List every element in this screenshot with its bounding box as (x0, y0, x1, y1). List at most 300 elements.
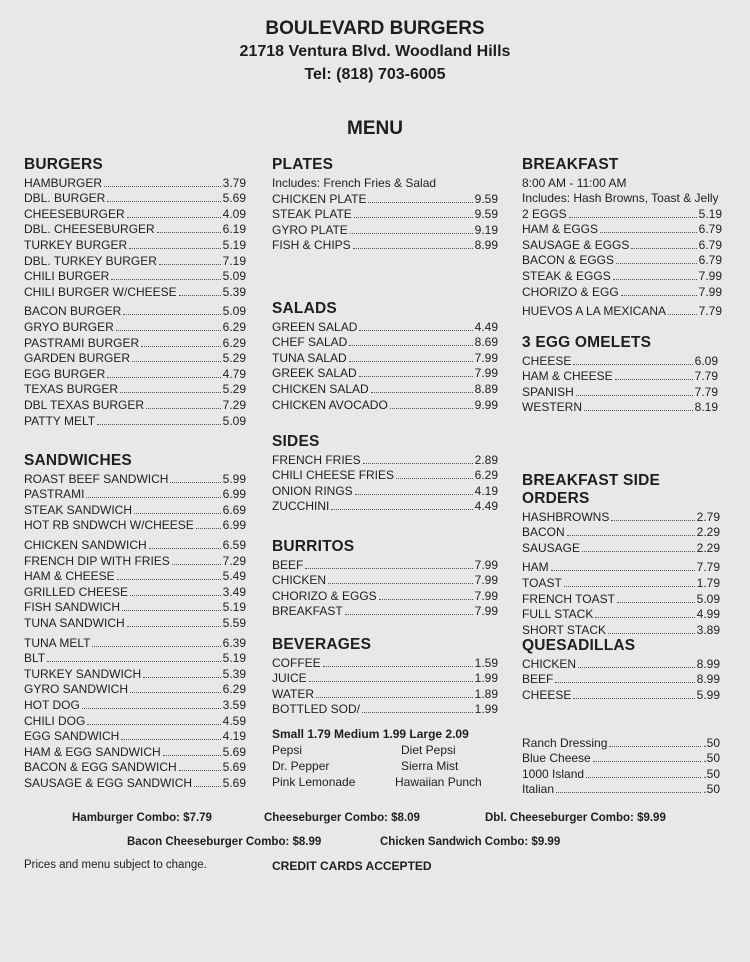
menu-item (522, 352, 718, 368)
breakfast-note: Includes: Hash Browns, Toast & Jelly (522, 191, 719, 205)
dot-leader (564, 586, 695, 587)
omelets-list (522, 352, 718, 414)
menu-item (522, 383, 718, 399)
menu-item (522, 686, 720, 702)
menu-item-name: BOTTLED SOD/ (272, 702, 361, 717)
menu-item-name: GRYO BURGER (24, 319, 114, 334)
menu-item-price: 5.49 (222, 569, 246, 584)
menu-item-price: 6.59 (222, 537, 246, 552)
dot-leader (615, 379, 693, 380)
dot-leader (576, 395, 693, 396)
menu-item (24, 728, 246, 744)
menu-item-price: 1.59 (474, 655, 498, 670)
menu-item-price: 8.99 (474, 238, 498, 253)
menu-title: MENU (347, 118, 403, 139)
menu-item (24, 583, 246, 599)
dot-leader (582, 551, 695, 552)
menu-item (24, 174, 246, 190)
menu-item-name: TOAST (522, 575, 562, 590)
menu-item-name: 2 EGGS (522, 206, 567, 221)
menu-item-price: 7.29 (222, 553, 246, 568)
sandwiches-list (24, 470, 246, 790)
quesadillas-section (522, 637, 720, 702)
sides-list (272, 451, 498, 513)
menu-item (24, 236, 246, 252)
menu-item-price: 4.49 (474, 319, 498, 334)
menu-item-price: 5.69 (222, 775, 246, 790)
menu-item (522, 205, 722, 221)
menu-item (272, 670, 498, 686)
menu-item-name: CHEESE (522, 353, 572, 368)
menu-item-price: 5.39 (222, 284, 246, 299)
dot-leader (350, 233, 473, 234)
breakfast-section (522, 156, 722, 318)
menu-item-name: GYRO PLATE (272, 222, 348, 237)
menu-item-price: 9.19 (474, 222, 498, 237)
beverages-section (272, 636, 498, 790)
plates-list (272, 190, 498, 252)
menu-item (522, 781, 720, 797)
dot-leader (584, 410, 693, 411)
menu-item (24, 743, 246, 759)
menu-item (24, 501, 246, 517)
menu-item-name: EGG SANDWICH (24, 729, 120, 744)
menu-item-price: 6.29 (222, 335, 246, 350)
menu-item-name: HAM & CHEESE (24, 569, 115, 584)
dressings-section (522, 734, 720, 796)
menu-item (272, 396, 498, 412)
menu-item-name: TUNA SANDWICH (24, 615, 125, 630)
dot-leader (309, 681, 473, 682)
menu-item-name: CHICKEN SANDWICH (24, 537, 147, 552)
menu-item-name: ROAST BEEF SANDWICH (24, 471, 169, 486)
menu-item-price: 5.29 (222, 382, 246, 397)
menu-item-name: DBL. BURGER (24, 191, 106, 206)
menu-item-name: SAUSAGE & EGGS (522, 237, 630, 252)
menu-item-price: 5.09 (222, 269, 246, 284)
menu-item (24, 681, 246, 697)
menu-item-price: 3.79 (222, 175, 246, 190)
menu-item-price: .50 (703, 782, 720, 797)
salads-list (272, 318, 498, 412)
menu-item-price: 5.09 (222, 413, 246, 428)
dot-leader (163, 755, 221, 756)
menu-item-price: 5.99 (222, 471, 246, 486)
dot-leader (616, 263, 697, 264)
menu-item-price: .50 (703, 751, 720, 766)
dot-leader (87, 724, 220, 725)
menu-item-name: GREEK SALAD (272, 366, 357, 381)
menu-item-name: CHICKEN AVOCADO (272, 397, 388, 412)
dot-leader (359, 330, 472, 331)
menu-item-name: PATTY MELT (24, 413, 96, 428)
dot-leader (608, 633, 695, 634)
menu-item-name: Blue Cheese (522, 751, 591, 766)
menu-item (24, 774, 246, 790)
menu-item-price: 6.79 (698, 237, 722, 252)
menu-item-price: 6.29 (474, 468, 498, 483)
menu-item-name: BACON & EGG SANDWICH (24, 760, 177, 775)
dot-leader (621, 295, 697, 296)
menu-item (24, 696, 246, 712)
salads-section (272, 300, 498, 412)
menu-item-price: 7.99 (474, 557, 498, 572)
menu-item (272, 587, 498, 603)
burgers-section (24, 156, 246, 428)
dot-leader (47, 661, 221, 662)
menu-item-name: DBL TEXAS BURGER (24, 397, 145, 412)
menu-item (24, 650, 246, 666)
menu-item (24, 283, 246, 299)
menu-item (522, 574, 720, 590)
dot-leader (609, 746, 701, 747)
menu-item (272, 467, 498, 483)
menu-item (24, 303, 246, 319)
menu-item (272, 349, 498, 365)
menu-item (24, 470, 246, 486)
menu-item-price: 5.59 (222, 615, 246, 630)
menu-item (24, 712, 246, 728)
beverages-title: BEVERAGES (272, 636, 372, 653)
menu-item-name: CHICKEN PLATE (272, 191, 367, 206)
omelets-section (522, 334, 718, 414)
menu-item-price: 7.99 (698, 284, 722, 299)
menu-item (272, 685, 498, 701)
dot-leader (371, 392, 473, 393)
menu-item (24, 252, 246, 268)
sandwiches-section (24, 452, 246, 790)
menu-item-price: .50 (703, 735, 720, 750)
menu-item-price: 5.09 (696, 591, 720, 606)
menu-item-name: CHICKEN SALAD (272, 381, 369, 396)
menu-item-name: HASHBROWNS (522, 509, 610, 524)
breakfast-title: BREAKFAST (522, 156, 619, 173)
dot-leader (159, 264, 221, 265)
dot-leader (569, 217, 697, 218)
menu-item-price: 6.99 (222, 487, 246, 502)
dot-leader (132, 361, 221, 362)
menu-item (24, 412, 246, 428)
dot-leader (305, 568, 472, 569)
dot-leader (127, 217, 221, 218)
menu-item (272, 572, 498, 588)
menu-item-name: PASTRAMI (24, 487, 85, 502)
dot-leader (362, 712, 473, 713)
menu-item-price: 2.79 (696, 509, 720, 524)
menu-item (522, 524, 720, 540)
combo-cheeseburger: Cheeseburger Combo: $8.09 (264, 812, 420, 824)
menu-item-name: HAM & EGGS (522, 222, 599, 237)
omelets-title: 3 EGG OMELETS (522, 334, 652, 351)
soda-item: Hawaiian Punch (395, 775, 482, 790)
menu-item-price: 9.99 (474, 397, 498, 412)
restaurant-address: 21718 Ventura Blvd. Woodland Hills (239, 43, 511, 60)
menu-item (24, 334, 246, 350)
menu-item (24, 365, 246, 381)
menu-item-name: CHORIZO & EGG (522, 284, 619, 299)
dot-leader (172, 564, 221, 565)
menu-item-name: FRENCH DIP WITH FRIES (24, 553, 170, 568)
menu-item (272, 603, 498, 619)
menu-item (24, 634, 246, 650)
combo-bacon-cheeseburger: Bacon Cheeseburger Combo: $8.99 (127, 836, 322, 848)
menu-item-price: 5.69 (222, 191, 246, 206)
menu-item (272, 556, 498, 572)
dot-leader (328, 583, 473, 584)
dot-leader (141, 346, 221, 347)
soda-list (272, 743, 498, 790)
menu-item-name: GYRO SANDWICH (24, 682, 129, 697)
menu-item-price: 5.69 (222, 744, 246, 759)
menu-item-price: 5.19 (222, 237, 246, 252)
menu-item (24, 268, 246, 284)
dot-leader (390, 408, 473, 409)
dot-leader (354, 217, 473, 218)
menu-item (24, 221, 246, 237)
dot-leader (111, 279, 220, 280)
dot-leader (611, 520, 694, 521)
dressings-list (522, 734, 720, 796)
dot-leader (355, 494, 473, 495)
menu-item-name: BREAKFAST (272, 604, 343, 619)
dot-leader (368, 202, 472, 203)
menu-item-name: SAUSAGE & EGG SANDWICH (24, 775, 193, 790)
menu-item-price: 3.49 (222, 584, 246, 599)
plates-section (272, 156, 498, 252)
dot-leader (556, 792, 701, 793)
restaurant-name: BOULEVARD BURGERS (265, 18, 485, 39)
dot-leader (345, 614, 473, 615)
combo-hamburger: Hamburger Combo: $7.79 (72, 812, 212, 824)
menu-item-price: 9.59 (474, 207, 498, 222)
menu-item-price: 5.99 (696, 687, 720, 702)
menu-item (272, 654, 498, 670)
breakfast-hours: 8:00 AM - 11:00 AM (522, 176, 627, 190)
menu-item-price: 4.49 (474, 499, 498, 514)
sides-title: SIDES (272, 433, 320, 450)
menu-item-name: BEEF (522, 672, 554, 687)
menu-item-price: 7.99 (474, 366, 498, 381)
dot-leader (130, 692, 221, 693)
menu-item-price: 4.99 (696, 607, 720, 622)
dot-leader (120, 392, 221, 393)
menu-item-name: WATER (272, 686, 314, 701)
combo-dbl-cheeseburger: Dbl. Cheeseburger Combo: $9.99 (485, 812, 666, 824)
dot-leader (359, 376, 473, 377)
menu-item-name: DBL. CHEESEBURGER (24, 222, 155, 237)
menu-item-name: BEEF (272, 557, 304, 572)
menu-item (24, 318, 246, 334)
menu-item (24, 350, 246, 366)
menu-item (24, 568, 246, 584)
breakfast-sides-section (522, 472, 720, 637)
menu-item-price: 5.09 (222, 304, 246, 319)
menu-item-name: FRENCH FRIES (272, 452, 361, 467)
menu-item-price: 6.69 (222, 502, 246, 517)
menu-item (522, 508, 720, 524)
plates-note: Includes: French Fries & Salad (272, 176, 437, 190)
menu-item-price: 5.29 (222, 351, 246, 366)
menu-item-price: 5.19 (222, 651, 246, 666)
burritos-list (272, 556, 498, 618)
menu-item-price: 7.99 (474, 350, 498, 365)
menu-item (522, 559, 720, 575)
menu-item-price: 2.89 (474, 452, 498, 467)
menu-item-name: CHILI CHEESE FRIES (272, 468, 395, 483)
menu-item-price: 4.19 (474, 483, 498, 498)
menu-item-name: Ranch Dressing (522, 735, 608, 750)
dot-leader (631, 248, 696, 249)
menu-item-price: 4.59 (222, 713, 246, 728)
menu-item (272, 365, 498, 381)
menu-item (522, 267, 722, 283)
menu-item-price: 5.19 (698, 206, 722, 221)
menu-item (522, 765, 720, 781)
menu-item (522, 236, 722, 252)
menu-item (522, 399, 718, 415)
soda-item: Pepsi (272, 743, 303, 758)
dot-leader (349, 361, 473, 362)
menu-item (24, 614, 246, 630)
menu-item-price: 7.79 (696, 560, 720, 575)
menu-item-price: 4.19 (222, 729, 246, 744)
menu-item-name: GARDEN BURGER (24, 351, 131, 366)
menu-item-price: 9.59 (474, 191, 498, 206)
dot-leader (143, 677, 221, 678)
combo-chicken-sandwich: Chicken Sandwich Combo: $9.99 (380, 836, 561, 848)
menu-item-price: 7.99 (474, 588, 498, 603)
dot-leader (323, 666, 473, 667)
menu-item-name: HAM & CHEESE (522, 369, 613, 384)
dot-leader (668, 314, 697, 315)
menu-item-price: 4.79 (222, 366, 246, 381)
breakfast-sides-title: BREAKFAST SIDE ORDERS (522, 472, 661, 507)
menu-item-price: 8.99 (696, 672, 720, 687)
menu-item-price: 1.99 (474, 702, 498, 717)
menu-item-price: 3.59 (222, 697, 246, 712)
menu-item (24, 517, 246, 533)
menu-item (272, 190, 498, 206)
menu-item-name: FULL STACK (522, 607, 594, 622)
menu-item-name: WESTERN (522, 400, 582, 415)
menu-item-name: HAM (522, 560, 549, 575)
burritos-title: BURRITOS (272, 538, 355, 555)
dot-leader (363, 463, 473, 464)
dot-leader (194, 786, 221, 787)
dot-leader (573, 698, 694, 699)
dot-leader (595, 617, 694, 618)
dot-leader (92, 646, 220, 647)
burgers-list (24, 174, 246, 428)
menu-item (24, 536, 246, 552)
menu-item (272, 482, 498, 498)
menu-item (522, 671, 720, 687)
menu-item-name: CHEESEBURGER (24, 206, 125, 221)
menu-item-price: 6.19 (222, 222, 246, 237)
menu-item-name: COFFEE (272, 655, 321, 670)
menu-item-name: SHORT STACK (522, 622, 607, 637)
menu-item-name: TURKEY BURGER (24, 237, 128, 252)
menu-item (522, 252, 722, 268)
dot-leader (613, 279, 697, 280)
menu-item-name: TEXAS BURGER (24, 382, 119, 397)
menu-item (24, 205, 246, 221)
menu-item-name: BACON (522, 525, 565, 540)
menu-item-name: CHEESE (522, 687, 572, 702)
menu-item-name: TURKEY SANDWICH (24, 666, 142, 681)
soda-item: Dr. Pepper (272, 759, 330, 774)
menu-item (272, 334, 498, 350)
menu-item-price: 8.99 (696, 656, 720, 671)
dot-leader (107, 201, 220, 202)
menu-item-price: 8.19 (694, 400, 718, 415)
menu-item (24, 486, 246, 502)
menu-item-name: GRILLED CHEESE (24, 584, 129, 599)
menu-item-name: ONION RINGS (272, 483, 353, 498)
menu-item (522, 368, 718, 384)
dot-leader (600, 232, 697, 233)
dot-leader (586, 777, 701, 778)
menu-item-name: CHICKEN (522, 656, 577, 671)
dot-leader (617, 602, 695, 603)
plates-title: PLATES (272, 156, 334, 173)
menu-item (24, 381, 246, 397)
credit-cards-accepted: CREDIT CARDS ACCEPTED (272, 859, 432, 873)
dot-leader (116, 330, 221, 331)
menu-item-name: CHICKEN (272, 573, 327, 588)
dot-leader (396, 478, 473, 479)
breakfast-list (522, 205, 722, 318)
menu-item-price: 7.99 (698, 268, 722, 283)
menu-item (272, 498, 498, 514)
dot-leader (179, 770, 221, 771)
menu-item-name: JUICE (272, 671, 307, 686)
dot-leader (551, 570, 695, 571)
menu-item-price: 6.99 (222, 518, 246, 533)
menu-item-name: HOT DOG (24, 697, 80, 712)
menu-item-price: 6.79 (698, 253, 722, 268)
menu-item (24, 599, 246, 615)
menu-item-price: 7.99 (474, 573, 498, 588)
menu-item (24, 665, 246, 681)
menu-item-price: 5.39 (222, 666, 246, 681)
menu-item-price: 6.29 (222, 682, 246, 697)
menu-item (272, 701, 498, 717)
menu-item-price: 7.79 (698, 304, 722, 319)
menu-item-price: 6.79 (698, 222, 722, 237)
burgers-title: BURGERS (24, 156, 103, 173)
menu-item-name: SPANISH (522, 384, 574, 399)
dot-leader (578, 667, 695, 668)
dot-leader (122, 610, 221, 611)
menu-item (522, 221, 722, 237)
dot-leader (331, 509, 472, 510)
menu-item-price: 7.79 (694, 369, 718, 384)
menu-item-name: HAMBURGER (24, 175, 103, 190)
salads-title: SALADS (272, 300, 337, 317)
menu-item-price: 1.79 (696, 575, 720, 590)
soda-item: Sierra Mist (401, 759, 459, 774)
menu-item (272, 380, 498, 396)
menu-item (24, 190, 246, 206)
menu-item (272, 206, 498, 222)
menu-item-price: 8.69 (474, 335, 498, 350)
menu-item-name: BLT (24, 651, 46, 666)
menu-item-price: 7.19 (222, 253, 246, 268)
menu-item (522, 539, 720, 555)
dot-leader (149, 548, 221, 549)
dot-leader (316, 697, 473, 698)
